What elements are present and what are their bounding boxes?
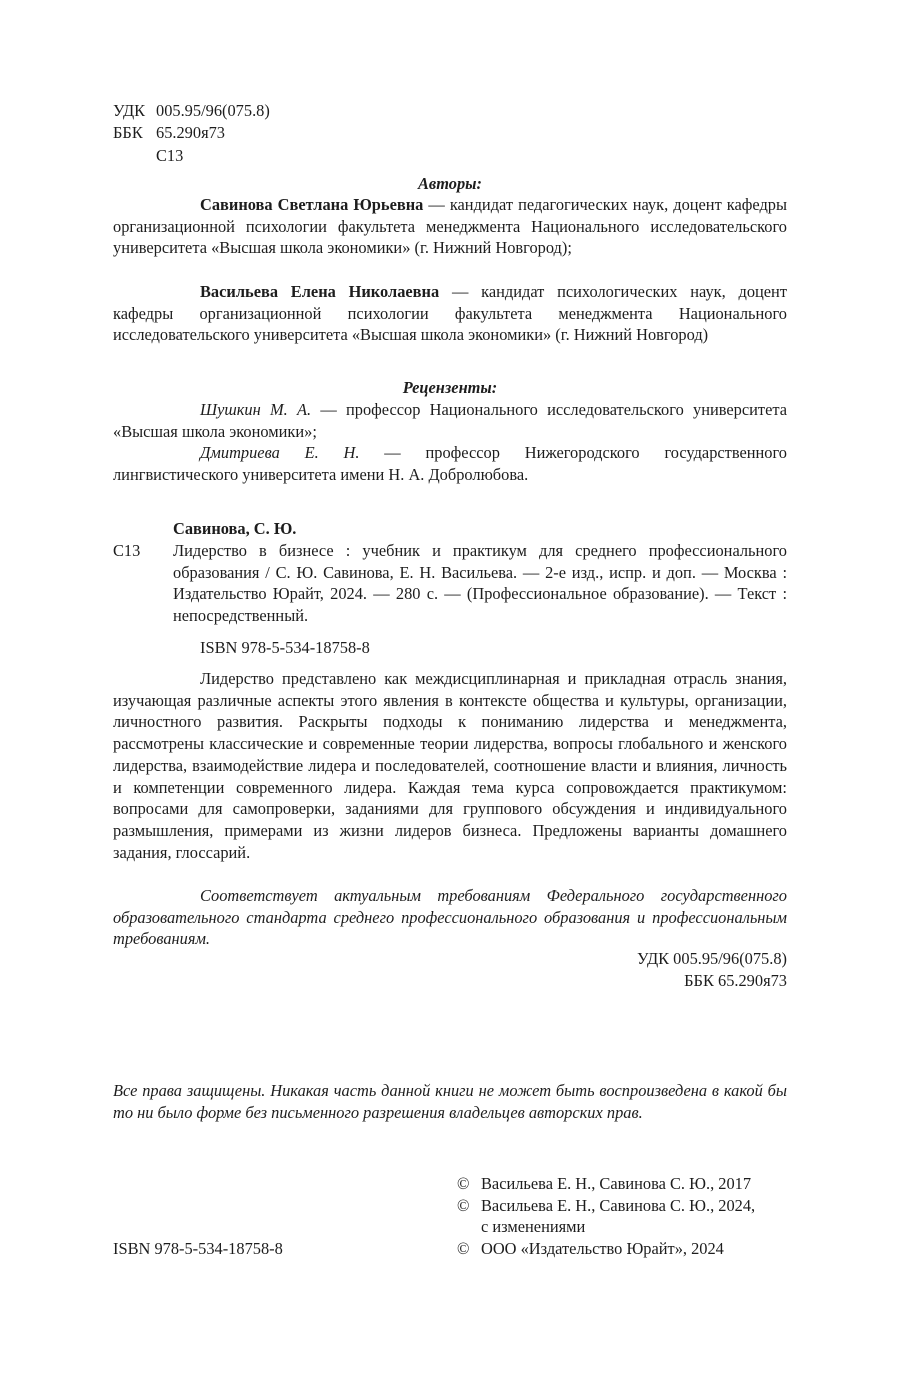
author-entry-2: [113, 281, 787, 346]
author-entry-1: [113, 194, 787, 259]
author-mark-row: [113, 145, 270, 167]
abstract-udk: УДК 005.95/96(075.8): [637, 949, 787, 968]
author-mark: С13: [156, 145, 184, 165]
copyright-icon: ©: [457, 1196, 470, 1215]
copyright-text: с изменениями: [481, 1217, 586, 1236]
entry-body: Лидерство в бизнесе : учебник и практикум для среднего профессионального образования / С. Ю. Савинова, Е. Н. Васильева. — 2-е изд., испр. и доп. — Москва : Издательство Юрайт, 2024. — 280 с. — (Профессиональное образование). — Текст : непосредственный.: [173, 541, 787, 626]
copyright-icon: ©: [457, 1239, 470, 1258]
abstract-text: Лидерство представлено как междисциплинарная и прикладная отрасль знания, изучающая различные аспекты этого явления в контексте общества и культуры, организации, личностного развития. Раскрыты подходы к пониманию лидерства и менеджмента, рассмотрены классические и современные теории лидерства, вопросы глобального и женского лидерства, взаимодействие лидера и последователей, соотношение власти и влияния, личность и компетенции современного лидера. Каждая тема курса сопровождается практикумом: вопросами для самопроверки, заданиями для группового обсуждения и индивидуального размышления, примерами из жизни лидеров бизнеса. Предложены варианты домашнего задания, глоссарий.: [113, 669, 787, 862]
copyright-text: Васильева Е. Н., Савинова С. Ю., 2024,: [481, 1196, 756, 1215]
reviewer-name: Дмитриева Е. Н.: [200, 443, 360, 462]
footer-isbn: ISBN 978-5-534-18758-8: [113, 1239, 283, 1258]
udk-label: УДК: [113, 101, 146, 120]
bbk-label: ББК: [113, 123, 143, 143]
entry-isbn: ISBN 978-5-534-18758-8: [200, 638, 370, 657]
author-name: Васильева Елена Николаевна: [200, 282, 440, 301]
bbk-row: [113, 122, 270, 144]
entry-heading: Савинова, С. Ю.: [173, 519, 297, 538]
author-credentials: — кандидат педагогических наук, доцент кафедры организационной психологии факультета менеджмента Национального исследовательского университета «Высшая школа экономики» (г. Нижний Новгород);: [113, 195, 787, 258]
author-credentials: — кандидат психологических наук, доцент кафедры организационной психологии факультета менеджмента Национального исследовательского университета «Высшая школа экономики» (г. Нижний Новгород): [113, 282, 787, 345]
copyright-text: ООО «Издательство Юрайт», 2024: [481, 1239, 724, 1258]
reviewer-credentials: — профессор Нижегородского государственного лингвистического университета имени Н. А. Добролюбова.: [113, 443, 787, 484]
abstract-bbk: ББК 65.290я73: [684, 971, 787, 990]
rights-notice: Все права защищены. Никакая часть данной книги не может быть воспроизведена в какой бы то ни было форме без письменного разрешения владельцев авторских прав.: [113, 1081, 787, 1122]
classification-codes: [113, 100, 270, 167]
copyright-line: [457, 1216, 797, 1238]
authors-heading: Авторы:: [417, 174, 482, 193]
entry-mark: С13: [113, 541, 141, 560]
conformity-note: Соответствует актуальным требованиям Федерального государственного образовательного стандарта среднего профессионального образования и профессиональным требованиям.: [113, 886, 787, 949]
copyright-line: [457, 1195, 797, 1217]
author-name: Савинова Светлана Юрьевна: [200, 195, 424, 214]
reviewers-heading: Рецензенты:: [402, 378, 498, 397]
reviewer-entry-2: [113, 442, 787, 485]
bbk-value: 65.290я73: [156, 123, 226, 143]
udk-row: [113, 100, 270, 122]
udk-value: 005.95/96(075.8): [156, 101, 270, 120]
copyright-text: Васильева Е. Н., Савинова С. Ю., 2017: [481, 1174, 752, 1193]
copyright-icon: ©: [457, 1174, 470, 1193]
reviewer-name: Шушкин М. А.: [200, 400, 312, 419]
reviewer-entry-1: [113, 399, 787, 442]
copyright-line: [457, 1238, 797, 1260]
copyright-line: [457, 1173, 797, 1195]
reviewer-credentials: — профессор Национального исследовательского университета «Высшая школа экономики»;: [113, 400, 787, 441]
